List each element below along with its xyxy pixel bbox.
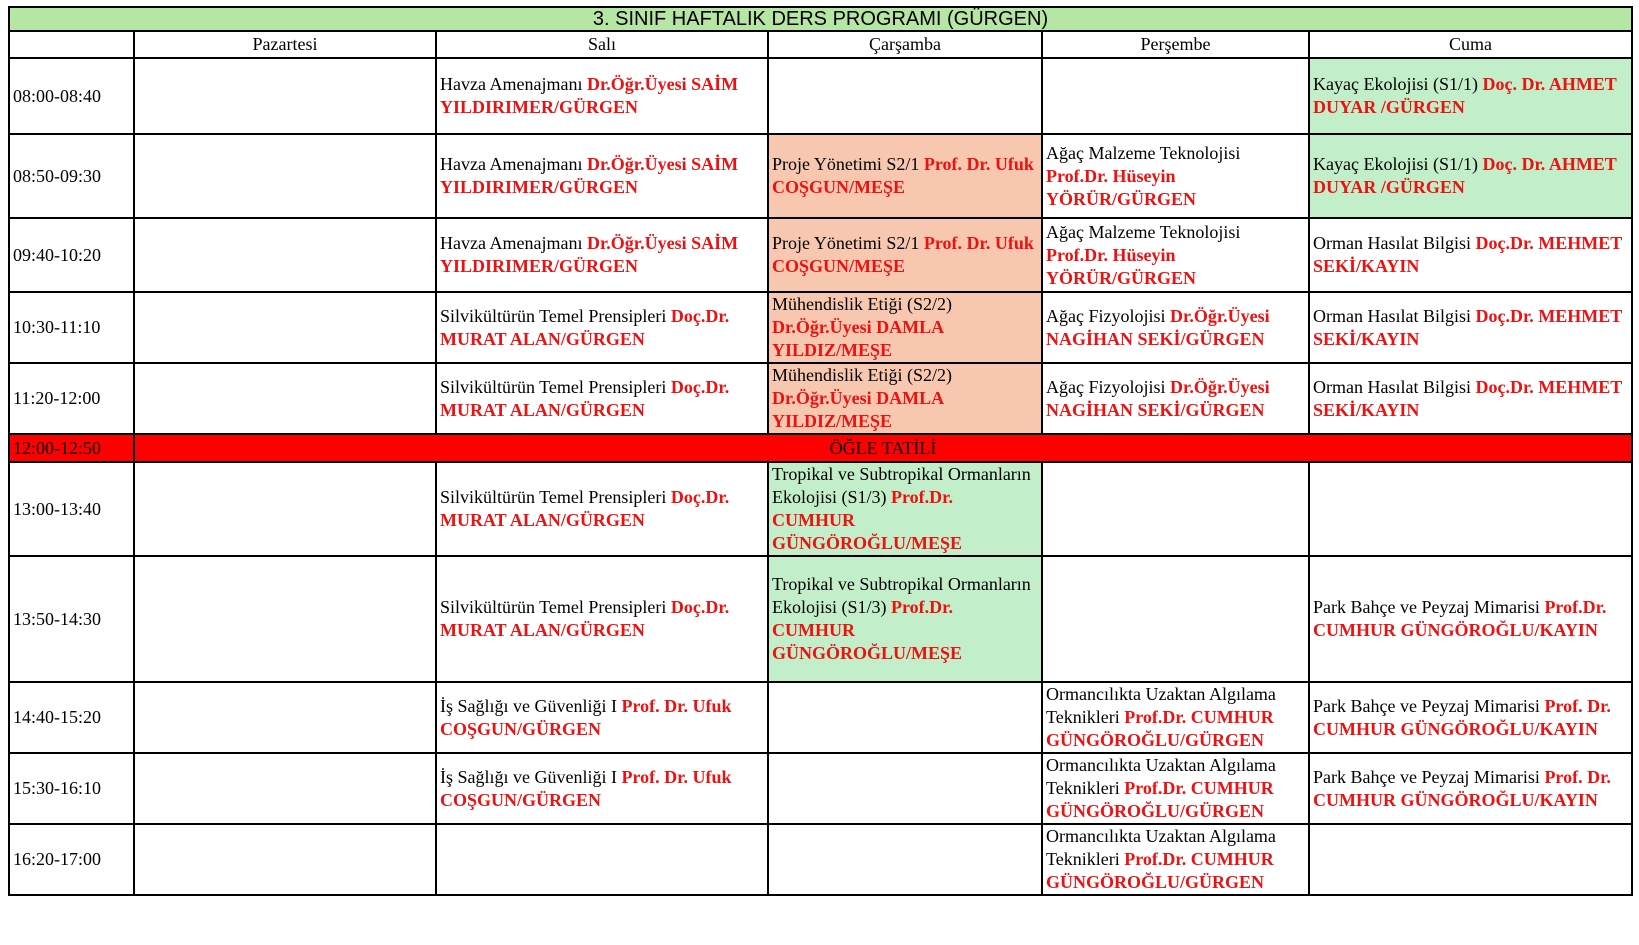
course-cell	[1042, 292, 1309, 363]
course-entry	[1313, 376, 1628, 422]
instructor-name: Prof. Dr. CUMHUR GÜNGÖROĞLU/KAYIN	[1313, 766, 1611, 810]
course-entry	[772, 463, 1038, 555]
course-name: Mühendislik Etiği (S2/2)	[772, 294, 952, 314]
course-entry	[772, 153, 1038, 199]
course-cell	[768, 462, 1042, 556]
schedule-row	[9, 58, 1632, 134]
course-name: Havza Amenajmanı	[440, 154, 583, 174]
empty-cell	[134, 58, 436, 134]
course-cell	[436, 58, 768, 134]
course-name: Park Bahçe ve Peyzaj Mimarisi	[1313, 766, 1540, 787]
course-entry	[440, 153, 764, 199]
course-entry	[440, 766, 764, 812]
course-cell	[1042, 753, 1309, 824]
course-name: Havza Amenajmanı	[440, 233, 583, 253]
course-entry	[440, 305, 764, 351]
course-entry	[440, 486, 764, 532]
course-name: Silvikültürün Temel Prensipleri	[440, 305, 667, 326]
course-entry	[1313, 596, 1628, 642]
lunch-time-cell: 12:00-12:50	[9, 434, 134, 462]
course-name: Silvikültürün Temel Prensipleri	[440, 487, 667, 507]
weekly-schedule-table	[8, 6, 1633, 896]
time-slot-cell: 11:20-12:00	[9, 363, 134, 434]
instructor-name: Dr.Öğr.Üyesi DAMLA YILDIZ/MEŞE	[772, 317, 944, 360]
instructor-name: Doç.Dr. MURAT ALAN/GÜRGEN	[440, 597, 730, 640]
course-cell	[436, 462, 768, 556]
schedule-row	[9, 218, 1632, 292]
course-entry	[1313, 305, 1628, 351]
instructor-name: Dr.Öğr.Üyesi SAİM YILDIRIMER/GÜRGEN	[440, 233, 739, 276]
course-entry	[1046, 754, 1305, 823]
course-name: Ormancılıkta Uzaktan Algılama Teknikleri	[1046, 755, 1276, 798]
course-cell	[1309, 556, 1632, 682]
schedule-row	[9, 363, 1632, 434]
empty-cell	[1309, 462, 1632, 556]
day-header-persembe: Perşembe	[1042, 31, 1309, 58]
empty-cell	[134, 824, 436, 895]
empty-cell	[134, 556, 436, 682]
course-name: Tropikal ve Subtropikal Ormanların Ekolojisi (S1/3)	[772, 464, 1031, 507]
course-entry	[1313, 232, 1628, 278]
empty-cell	[1042, 462, 1309, 556]
course-name: İş Sağlığı ve Güvenliği I	[440, 766, 617, 787]
instructor-name: Dr.Öğr.Üyesi SAİM YILDIRIMER/GÜRGEN	[440, 74, 739, 117]
instructor-name: Prof. Dr. Ufuk COŞGUN/MEŞE	[772, 154, 1034, 197]
instructor-name: Doç.Dr. MEHMET SEKİ/KAYIN	[1313, 376, 1622, 420]
instructor-name: Doç.Dr. MEHMET SEKİ/KAYIN	[1313, 305, 1622, 349]
instructor-name: Doç. Dr. AHMET DUYAR /GÜRGEN	[1313, 74, 1617, 117]
empty-cell	[1042, 58, 1309, 134]
time-slot-cell: 16:20-17:00	[9, 824, 134, 895]
course-entry	[1046, 221, 1305, 290]
course-cell	[436, 556, 768, 682]
instructor-name: Doç.Dr. MURAT ALAN/GÜRGEN	[440, 487, 730, 530]
course-cell	[1309, 682, 1632, 753]
day-header-sali: Salı	[436, 31, 768, 58]
instructor-name: Doç. Dr. AHMET DUYAR /GÜRGEN	[1313, 154, 1617, 197]
course-name: Park Bahçe ve Peyzaj Mimarisi	[1313, 695, 1540, 716]
lunch-break-label: ÖĞLE TATİLİ	[134, 434, 1632, 462]
lunch-row	[9, 434, 1632, 462]
time-slot-cell: 09:40-10:20	[9, 218, 134, 292]
instructor-name: Doç.Dr. MEHMET SEKİ/KAYIN	[1313, 233, 1622, 276]
schedule-title: 3. SINIF HAFTALIK DERS PROGRAMI (GÜRGEN)	[9, 7, 1632, 31]
course-name: Tropikal ve Subtropikal Ormanların Ekolojisi (S1/3)	[772, 574, 1031, 617]
instructor-name: Dr.Öğr.Üyesi DAMLA YILDIZ/MEŞE	[772, 388, 944, 431]
course-name: Ağaç Malzeme Teknolojisi	[1046, 142, 1241, 163]
instructor-name: Prof.Dr. Hüseyin YÖRÜR/GÜRGEN	[1046, 244, 1197, 288]
course-entry	[772, 364, 1038, 433]
instructor-name: Doç.Dr. MURAT ALAN/GÜRGEN	[440, 305, 730, 349]
schedule-row	[9, 824, 1632, 895]
course-entry	[1313, 153, 1628, 199]
instructor-name: Prof.Dr. CUMHUR GÜNGÖROĞLU/KAYIN	[1313, 597, 1607, 640]
course-cell	[1042, 134, 1309, 218]
course-cell	[1042, 682, 1309, 753]
course-name: Ormancılıkta Uzaktan Algılama Teknikleri	[1046, 684, 1276, 727]
instructor-name: Prof.Dr. CUMHUR GÜNGÖROĞLU/GÜRGEN	[1046, 849, 1274, 892]
course-name: Proje Yönetimi S2/1	[772, 233, 920, 253]
empty-cell	[134, 134, 436, 218]
course-cell	[436, 682, 768, 753]
header-row	[9, 31, 1632, 58]
empty-cell	[768, 58, 1042, 134]
course-entry	[772, 573, 1038, 665]
schedule-row	[9, 556, 1632, 682]
course-name: Silvikültürün Temel Prensipleri	[440, 597, 667, 617]
empty-cell	[768, 824, 1042, 895]
time-slot-cell: 13:00-13:40	[9, 462, 134, 556]
course-cell	[768, 292, 1042, 363]
course-name: Park Bahçe ve Peyzaj Mimarisi	[1313, 597, 1540, 617]
schedule-row	[9, 753, 1632, 824]
schedule-row	[9, 682, 1632, 753]
course-cell	[436, 134, 768, 218]
schedule-row	[9, 292, 1632, 363]
course-cell	[436, 363, 768, 434]
course-name: Proje Yönetimi S2/1	[772, 154, 920, 174]
course-cell	[1042, 363, 1309, 434]
time-slot-cell: 08:00-08:40	[9, 58, 134, 134]
course-cell	[1042, 824, 1309, 895]
course-cell	[1309, 58, 1632, 134]
instructor-name: Prof.Dr. Hüseyin YÖRÜR/GÜRGEN	[1046, 165, 1197, 209]
course-entry	[1046, 376, 1305, 422]
schedule-row	[9, 462, 1632, 556]
course-cell	[436, 753, 768, 824]
empty-cell	[134, 753, 436, 824]
time-slot-cell: 08:50-09:30	[9, 134, 134, 218]
course-entry	[440, 73, 764, 119]
day-header-carsamba: Çarşamba	[768, 31, 1042, 58]
instructor-name: Prof. Dr. Ufuk COŞGUN/GÜRGEN	[440, 766, 732, 810]
instructor-name: Prof.Dr. CUMHUR GÜNGÖROĞLU/GÜRGEN	[1046, 707, 1274, 750]
course-entry	[440, 232, 764, 278]
course-name: Mühendislik Etiği (S2/2)	[772, 365, 952, 385]
course-name: Orman Hasılat Bilgisi	[1313, 233, 1471, 253]
empty-cell	[1309, 824, 1632, 895]
empty-cell	[134, 363, 436, 434]
course-entry	[1313, 695, 1628, 741]
empty-cell	[134, 292, 436, 363]
empty-cell	[134, 462, 436, 556]
schedule-row	[9, 134, 1632, 218]
time-slot-cell: 13:50-14:30	[9, 556, 134, 682]
course-entry	[1046, 142, 1305, 211]
empty-cell	[768, 682, 1042, 753]
instructor-name: Prof. Dr. CUMHUR GÜNGÖROĞLU/KAYIN	[1313, 695, 1611, 739]
instructor-name: Prof.Dr. CUMHUR GÜNGÖROĞLU/MEŞE	[772, 597, 963, 663]
course-cell	[1042, 218, 1309, 292]
time-slot-cell: 15:30-16:10	[9, 753, 134, 824]
instructor-name: Prof. Dr. Ufuk COŞGUN/GÜRGEN	[440, 695, 732, 739]
course-cell	[768, 556, 1042, 682]
empty-cell	[768, 753, 1042, 824]
course-cell	[436, 218, 768, 292]
instructor-name: Dr.Öğr.Üyesi NAGİHAN SEKİ/GÜRGEN	[1046, 305, 1270, 349]
instructor-name: Dr.Öğr.Üyesi SAİM YILDIRIMER/GÜRGEN	[440, 154, 739, 197]
course-cell	[768, 218, 1042, 292]
course-name: Ağaç Malzeme Teknolojisi	[1046, 221, 1241, 242]
course-entry	[1046, 825, 1305, 894]
course-name: İş Sağlığı ve Güvenliği I	[440, 695, 617, 716]
day-header-cuma: Cuma	[1309, 31, 1632, 58]
course-cell	[1309, 753, 1632, 824]
course-cell	[768, 134, 1042, 218]
course-cell	[1309, 218, 1632, 292]
course-name: Kayaç Ekolojisi (S1/1)	[1313, 74, 1478, 94]
empty-cell	[134, 218, 436, 292]
day-header-pazartesi: Pazartesi	[134, 31, 436, 58]
course-entry	[1313, 766, 1628, 812]
course-cell	[1309, 134, 1632, 218]
course-cell	[768, 363, 1042, 434]
course-entry	[772, 293, 1038, 362]
instructor-name: Doç.Dr. MURAT ALAN/GÜRGEN	[440, 376, 730, 420]
time-header-cell	[9, 31, 134, 58]
course-name: Havza Amenajmanı	[440, 74, 583, 94]
course-name: Ağaç Fizyolojisi	[1046, 305, 1166, 326]
instructor-name: Dr.Öğr.Üyesi NAGİHAN SEKİ/GÜRGEN	[1046, 376, 1270, 420]
course-cell	[1309, 363, 1632, 434]
instructor-name: Prof.Dr. CUMHUR GÜNGÖROĞLU/MEŞE	[772, 487, 963, 553]
course-name: Orman Hasılat Bilgisi	[1313, 376, 1471, 397]
course-entry	[440, 376, 764, 422]
empty-cell	[134, 682, 436, 753]
instructor-name: Prof.Dr. CUMHUR GÜNGÖROĞLU/GÜRGEN	[1046, 778, 1274, 821]
course-entry	[1046, 683, 1305, 752]
course-name: Ormancılıkta Uzaktan Algılama Teknikleri	[1046, 826, 1276, 869]
course-name: Silvikültürün Temel Prensipleri	[440, 376, 667, 397]
course-name: Kayaç Ekolojisi (S1/1)	[1313, 154, 1478, 174]
course-cell	[1309, 292, 1632, 363]
empty-cell	[1042, 556, 1309, 682]
empty-cell	[436, 824, 768, 895]
course-entry	[1046, 305, 1305, 351]
course-entry	[772, 232, 1038, 278]
title-row	[9, 7, 1632, 31]
course-name: Orman Hasılat Bilgisi	[1313, 305, 1471, 326]
instructor-name: Prof. Dr. Ufuk COŞGUN/MEŞE	[772, 233, 1034, 276]
course-entry	[440, 695, 764, 741]
course-name: Ağaç Fizyolojisi	[1046, 376, 1166, 397]
course-cell	[436, 292, 768, 363]
course-entry	[440, 596, 764, 642]
course-entry	[1313, 73, 1628, 119]
time-slot-cell: 10:30-11:10	[9, 292, 134, 363]
time-slot-cell: 14:40-15:20	[9, 682, 134, 753]
